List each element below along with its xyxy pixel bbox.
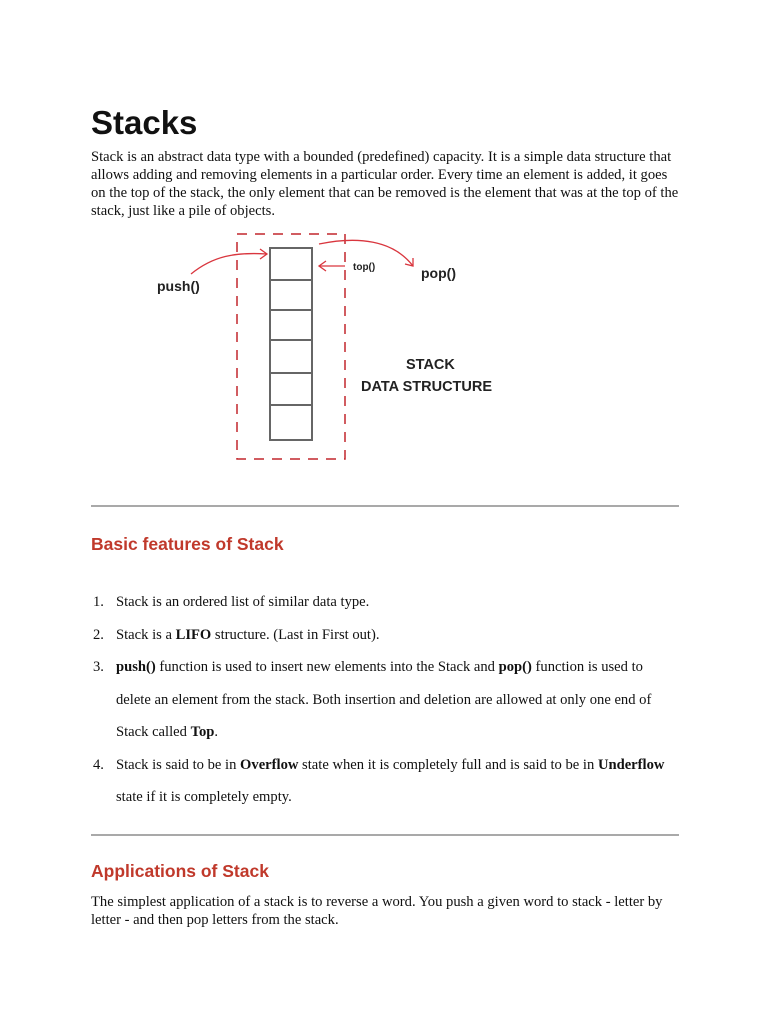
section-divider	[91, 834, 679, 836]
list-item-text: Stack is said to be in	[116, 756, 241, 773]
list-item-number: 4.	[93, 756, 104, 773]
list-item-text: function is used to insert new elements into the Stack and	[155, 659, 499, 675]
applications-heading: Applications of Stack	[91, 861, 269, 881]
list-item-bold: LIFO	[175, 626, 212, 643]
top-label: top()	[353, 262, 376, 273]
stack-cell	[270, 373, 312, 405]
caption-line1: STACK	[406, 357, 455, 373]
stack-cell	[270, 248, 312, 280]
list-item-text: Stack is an ordered list of similar data type.	[116, 594, 370, 610]
list-item-text: state when it is completely full and is said to be in	[298, 756, 598, 773]
list-item-bold: pop()	[498, 659, 532, 675]
stack-diagram	[143, 228, 563, 473]
list-item-bold: Underflow	[597, 756, 665, 773]
list-item-text: function is used to delete an element from the stack. Both insertion and deletion are allowed at only one end of Stack called	[116, 659, 652, 740]
features-heading: Basic features of Stack	[91, 534, 284, 554]
intro-paragraph: Stack is an abstract data type with a bounded (predefined) capacity. It is a simple data structure that allows adding and removing elements in a particular order. Every time an element is added, it goes on the top of the stack, the only element that can be removed is the element that was at the top of the stack, just like a pile of objects.	[91, 149, 679, 219]
list-item	[91, 586, 681, 619]
list-item-number: 2.	[93, 626, 104, 643]
push-label: push()	[157, 278, 200, 294]
applications-paragraph: The simplest application of a stack is to reverse a word. You push a given word to stack - letter by letter - and then pop letters from the stack.	[91, 894, 663, 928]
list-item-text: structure. (Last in First out).	[211, 626, 380, 643]
stack-cell	[270, 310, 312, 340]
list-item	[91, 619, 681, 652]
list-item	[91, 749, 681, 814]
list-item-number: 1.	[93, 594, 104, 610]
list-item-number: 3.	[93, 659, 104, 675]
list-item-text: state if it is completely empty.	[116, 789, 292, 805]
page-title: Stacks	[91, 104, 198, 141]
stack-cells	[270, 248, 312, 440]
list-item-text: .	[214, 724, 219, 740]
pop-label: pop()	[421, 265, 456, 281]
push-arrow	[191, 254, 267, 274]
list-item-bold: Top	[190, 724, 215, 740]
list-item-bold: Overflow	[240, 756, 299, 773]
features-list	[91, 586, 681, 814]
stack-cell	[270, 405, 312, 440]
stack-cell	[270, 280, 312, 310]
stack-diagram-svg	[143, 228, 563, 468]
stack-cell	[270, 340, 312, 373]
caption-line2: DATA STRUCTURE	[361, 379, 493, 395]
list-item-text: Stack is a	[116, 626, 176, 643]
list-item	[91, 651, 681, 749]
section-divider	[91, 505, 679, 507]
list-item-bold: push()	[116, 659, 156, 675]
